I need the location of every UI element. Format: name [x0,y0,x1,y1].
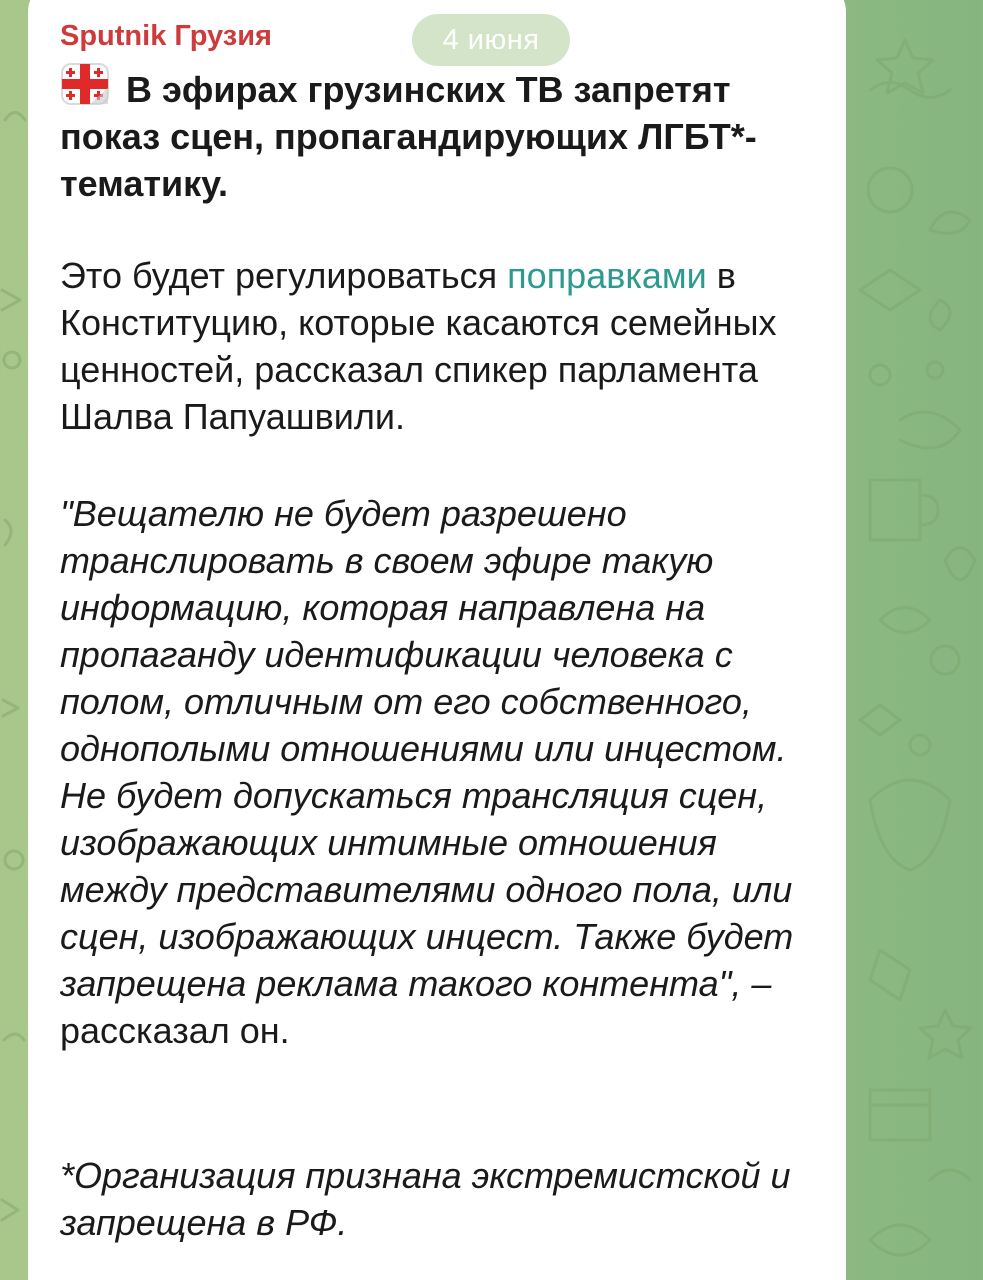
paragraph-text-after-link: в Конституцию, которые касаются семейных ценностей, рассказал спикер парламента Шалва Папуашвили. [60,255,777,437]
paragraph-text-before-link: Это будет регулироваться [60,255,508,296]
date-pill: 4 июня [412,14,570,66]
message-paragraph [60,252,830,440]
message-title: В эфирах грузинских ТВ запретят показ сцен, пропагандирующих ЛГБТ*-тематику. [60,69,757,204]
channel-name[interactable]: Sputnik Грузия [60,20,272,52]
amendments-link[interactable]: поправками [507,255,707,296]
message-quote [60,490,830,1054]
quote-text: "Вещателю не будет разрешено транслировать в своем эфире такую информацию, которая направлена на пропаганду идентификации человека с полом, отличным от его собственного, однополыми отношениями или инцестом. Не будет допускаться трансляция сцен, изображающих интимные отношения между представителями одного пола, или сцен, изображающих инцест. Также будет запрещена реклама такого контента", – [60,493,794,1004]
message-footnote: *Организация признана экстремистской и запрещена в РФ. [60,1155,791,1243]
quote-attribution: рассказал он. [60,1010,290,1051]
